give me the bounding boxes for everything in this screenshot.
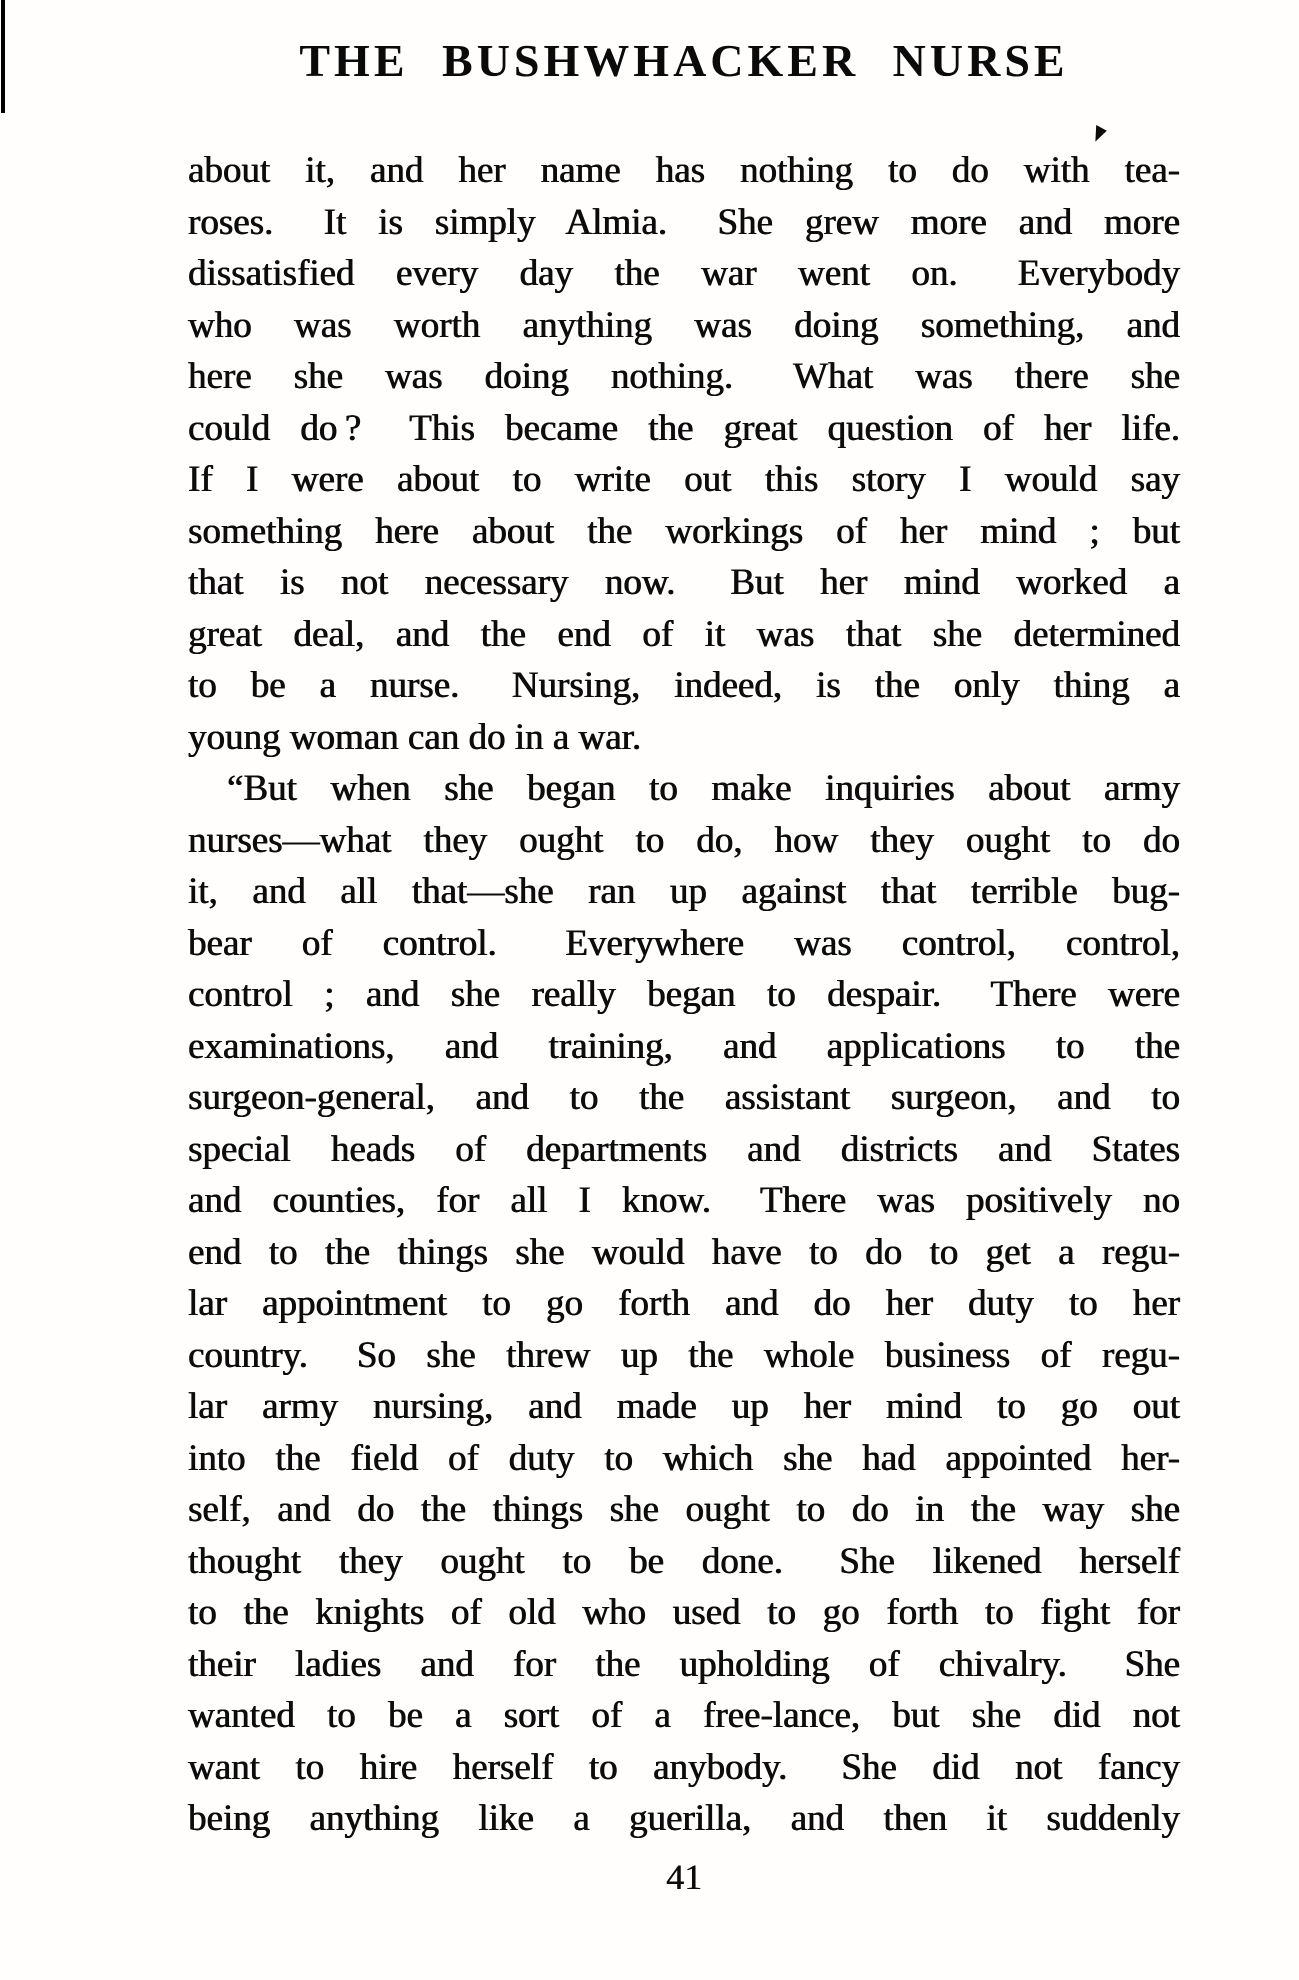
text-line: lar appointment to go forth and do her duty to her bbox=[188, 1283, 1180, 1324]
text-line: and counties, for all I know. There was positively no bbox=[188, 1180, 1180, 1221]
page-number: 41 bbox=[666, 1857, 702, 1897]
text-line: thought they ought to be done. She likened herself bbox=[188, 1540, 1180, 1582]
scan-artifact-line bbox=[1, 0, 5, 113]
text-line: young woman can do in a war. bbox=[188, 716, 642, 758]
text-line: great deal, and the end of it was that she determined bbox=[188, 613, 1180, 655]
text-line: that is not necessary now. But her mind worked a bbox=[188, 562, 1180, 603]
text-line: it, and all that—she ran up against that terrible bug- bbox=[188, 871, 1180, 912]
text-line: end to the things she would have to do to get a regu- bbox=[188, 1231, 1180, 1273]
text-line: examinations, and training, and applications to the bbox=[188, 1025, 1180, 1067]
text-line: here she was doing nothing. What was there she bbox=[188, 356, 1180, 397]
text-line: nurses—what they ought to do, how they ought to do bbox=[188, 819, 1180, 861]
text-line: control ; and she really began to despair. There were bbox=[188, 974, 1180, 1015]
scan-artifact-ink-mark bbox=[1089, 125, 1107, 144]
text-line: bear of control. Everywhere was control, control, bbox=[188, 922, 1180, 964]
text-line: to be a nurse. Nursing, indeed, is the only thing a bbox=[188, 665, 1180, 706]
text-line: surgeon-general, and to the assistant surgeon, and to bbox=[188, 1077, 1180, 1118]
text-line: If I were about to write out this story I would say bbox=[188, 459, 1180, 500]
text-line: self, and do the things she ought to do in the way she bbox=[188, 1489, 1180, 1530]
text-line: country. So she threw up the whole business of regu- bbox=[188, 1334, 1180, 1376]
text-line: something here about the workings of her mind ; but bbox=[188, 510, 1180, 552]
text-line: “But when she began to make inquiries about army bbox=[227, 768, 1180, 809]
body-text bbox=[188, 145, 1180, 1845]
text-line: special heads of departments and districts and States bbox=[188, 1128, 1180, 1170]
text-line: their ladies and for the upholding of chivalry. She bbox=[188, 1643, 1180, 1685]
text-line: wanted to be a sort of a free-lance, but she did not bbox=[188, 1695, 1180, 1736]
page-title: THE BUSHWHACKER NURSE bbox=[299, 35, 1069, 86]
text-line: being anything like a guerilla, and then it suddenly bbox=[188, 1798, 1180, 1839]
text-line: to the knights of old who used to go forth to fight for bbox=[188, 1592, 1180, 1633]
text-line: about it, and her name has nothing to do with tea- bbox=[188, 150, 1180, 191]
text-line: want to hire herself to anybody. She did not fancy bbox=[188, 1746, 1180, 1788]
text-line: who was worth anything was doing something, and bbox=[188, 304, 1180, 346]
text-line: could do ? This became the great question of her life. bbox=[188, 407, 1180, 449]
text-line: lar army nursing, and made up her mind to go out bbox=[188, 1386, 1180, 1427]
text-line: into the field of duty to which she had appointed her- bbox=[188, 1437, 1180, 1479]
text-line: dissatisfied every day the war went on. Everybody bbox=[188, 253, 1180, 294]
text-line: roses. It is simply Almia. She grew more and more bbox=[188, 201, 1180, 243]
